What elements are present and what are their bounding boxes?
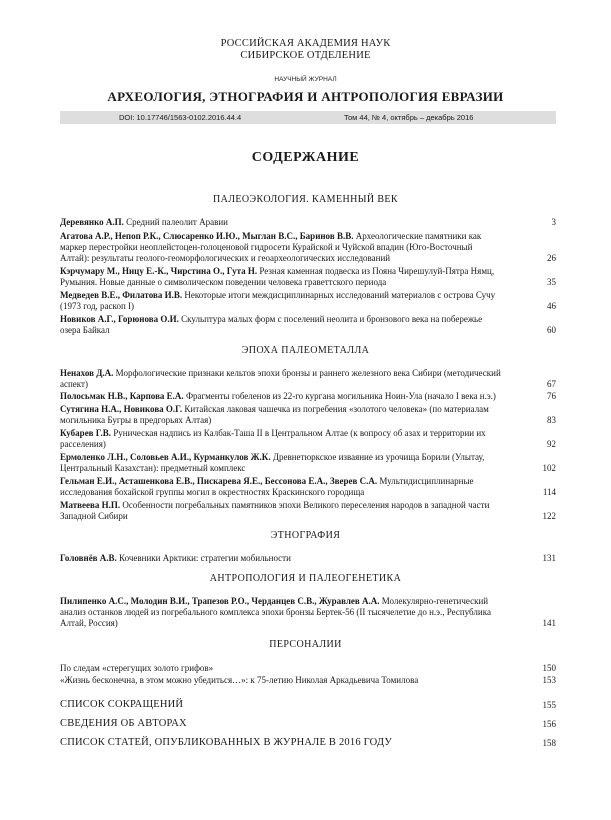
entry-title-line: Древнетюркское изваяние из урочища Борили (Улытау, [272,452,485,462]
entry-title-line: маркер перестройки неоплейстоцен-голоценовой гидросети Курайской и Чуйской впадин (Юго-Восточный [60,242,473,252]
entry-page: 67 [547,379,556,389]
entry-title-line: могильника Бугры в предгорьях Алтая) [60,415,212,425]
entry-title-line: Морфологические признаки кельтов эпохи бронзы и раннего железного века Сибири (методический [115,368,501,378]
entry-title-line: Алтай, Россия) [60,618,118,628]
entry-title-line: Некоторые итоги междисциплинарных исследований материалов с острова Сучу [184,290,496,300]
entry-title-line: Резная каменная подвеска из Пояна Чирешулуй-Пятра Нямц, [259,266,495,276]
entry-title-line: Китайская лаковая чашечка из погребения «золотого человека» (по материалам [184,404,489,414]
entry-title-line: Средний палеолит Аравии [126,217,228,227]
entry-title-line: «Жизнь бесконечна, в этом можно убедиться…»: к 75-летию Николая Аркадьевича Томилова [60,675,419,685]
entry-authors: Деревянко А.П. [60,217,124,227]
entry-page: 153 [542,675,556,685]
org-line-1: РОССИЙСКАЯ АКАДЕМИЯ НАУК [220,38,391,49]
entry-page: 141 [542,618,556,628]
entry-title-line: Алтай): результаты геолого-геоморфологических и геоархеологических исследований [60,253,391,263]
entry-title-line: Руническая надпись из Калбак-Таша II в Центральном Алтае (к вопросу об азах и территории их [113,428,486,438]
section-title: ЭПОХА ПАЛЕОМЕТАЛЛА [241,345,370,356]
toc-entry [60,231,526,242]
org-line-2: СИБИРСКОЕ ОТДЕЛЕНИЕ [240,50,371,61]
entry-title-line: Археологические памятники как [355,231,482,241]
journal-title: АРХЕОЛОГИЯ, ЭТНОГРАФИЯ И АНТРОПОЛОГИЯ ЕВРАЗИИ [107,89,504,104]
issue-info-bar [60,111,556,124]
volume-text: Том 44, № 4, октябрь – декабрь 2016 [344,113,474,122]
entry-page: 26 [547,253,556,263]
toc-entry [60,391,526,402]
entry-page: 60 [547,325,556,335]
entry-page: 92 [547,439,556,449]
toc-entry [60,452,526,463]
entry-title-line: Молекулярно-генетический [381,596,489,606]
toc-entry [60,663,526,674]
back-matter-page: 156 [542,719,556,729]
entry-title-line: расселения) [60,439,106,449]
entry-title-line: аспект) [60,379,88,389]
entry-title-line: озера Байкал [60,325,110,335]
entry-authors: Новиков А.Г., Горюнова О.И. [60,314,179,324]
entry-authors: Агатова А.Р., Непоп Р.К., Слюсаренко И.Ю., Мыглан В.С., Баринов В.В. [60,231,354,241]
entry-title-line: Румыния. Новые данные о символическом поведении человека граветтского периода [60,277,387,287]
entry-authors: Пилипенко А.С., Молодин В.И., Трапезов Р.О., Черданцев С.В., Журавлев А.А. [60,596,380,606]
toc-entry [60,217,526,228]
entry-title-line: Центральный Казахстан): предметный комплекс [60,463,246,473]
contents-title: СОДЕРЖАНИЕ [251,150,360,165]
section-title: АНТРОПОЛОГИЯ И ПАЛЕОГЕНЕТИКА [209,573,402,584]
entry-title-line: Кочевники Арктики: стратегии мобильности [119,553,291,563]
entry-authors: Гельман Е.И., Асташенкова Е.В., Пискарева Я.Е., Бессонова Е.А., Зверев С.А. [60,476,378,486]
entry-authors: Головнёв А.В. [60,553,117,563]
entry-page: 131 [542,553,556,563]
entry-page: 122 [542,511,556,521]
toc-entry [60,266,526,277]
back-matter-title: СВЕДЕНИЯ ОБ АВТОРАХ [60,718,187,729]
entry-authors: Сутягина Н.А., Новикова О.Г. [60,404,183,414]
entry-page: 102 [542,463,556,473]
toc-entry [60,596,526,607]
toc-entry [60,476,526,487]
toc-entry [60,675,526,686]
entry-title-line: (1973 год, раскоп I) [60,301,134,311]
entry-title-line: Фрагменты гобеленов из 22-го кургана могильника Ноин-Ула (начало I века н.э.) [185,391,496,401]
toc-entry [60,428,526,439]
journal-label: НАУЧНЫЙ ЖУРНАЛ [274,76,337,83]
toc-entry [60,500,526,511]
entry-title-line: Западной Сибири [60,511,128,521]
back-matter-page: 155 [542,700,556,710]
entry-authors: Матвеева Н.П. [60,500,121,510]
section-title: ПАЛЕОЭКОЛОГИЯ. КАМЕННЫЙ ВЕК [212,194,398,205]
toc-entry [60,404,526,415]
entry-page: 83 [547,415,556,425]
section-title: ЭТНОГРАФИЯ [270,530,341,541]
back-matter-page: 158 [542,738,556,748]
entry-title-line: анализ останков людей из погребального комплекса эпохи бронзы Бертек-56 (II тысячелетие до н.э., Республика [60,607,491,617]
entry-title-line: исследования бохайской группы могил в окрестностях Краскинского городища [60,487,365,497]
toc-entry [60,314,526,325]
entry-authors: Кубарев Г.В. [60,428,112,438]
toc-entry [60,368,526,379]
entry-title-line: Скульптура малых форм с поселений неолита и бронзового века на побережье [181,314,483,324]
back-matter-title: СПИСОК СТАТЕЙ, ОПУБЛИКОВАННЫХ В ЖУРНАЛЕ В 2016 ГОДУ [60,737,392,748]
entry-authors: Медведев В.Е., Филатова И.В. [60,290,183,300]
entry-page: 150 [542,663,556,673]
entry-page: 3 [551,217,556,227]
entry-authors: Полосьмак Н.В., Карпова Е.А. [60,391,184,401]
toc-entry [60,553,526,564]
entry-title-line: По следам «стерегущих золото грифов» [60,663,214,673]
entry-authors: Кэрчумару М., Ницу Е.-К., Чирстина О., Гута Н. [60,266,258,276]
entry-page: 114 [542,487,556,497]
toc-entry [60,290,526,301]
entry-authors: Ермоленко Л.Н., Соловьев А.И., Курманкулов Ж.К. [60,452,271,462]
entry-authors: Ненахов Д.А. [60,368,114,378]
section-title: ПЕРСОНАЛИИ [269,639,342,650]
entry-page: 76 [547,391,556,401]
entry-title-line: Мультидисциплинарные [379,476,474,486]
doi-text: DOI: 10.17746/1563-0102.2016.44.4 [119,113,242,122]
back-matter-title: СПИСОК СОКРАЩЕНИЙ [60,699,184,710]
entry-title-line: Особенности погребальных памятников эпохи Великого переселения народов в западной части [122,500,490,510]
entry-page: 46 [547,301,556,311]
entry-page: 35 [547,277,556,287]
